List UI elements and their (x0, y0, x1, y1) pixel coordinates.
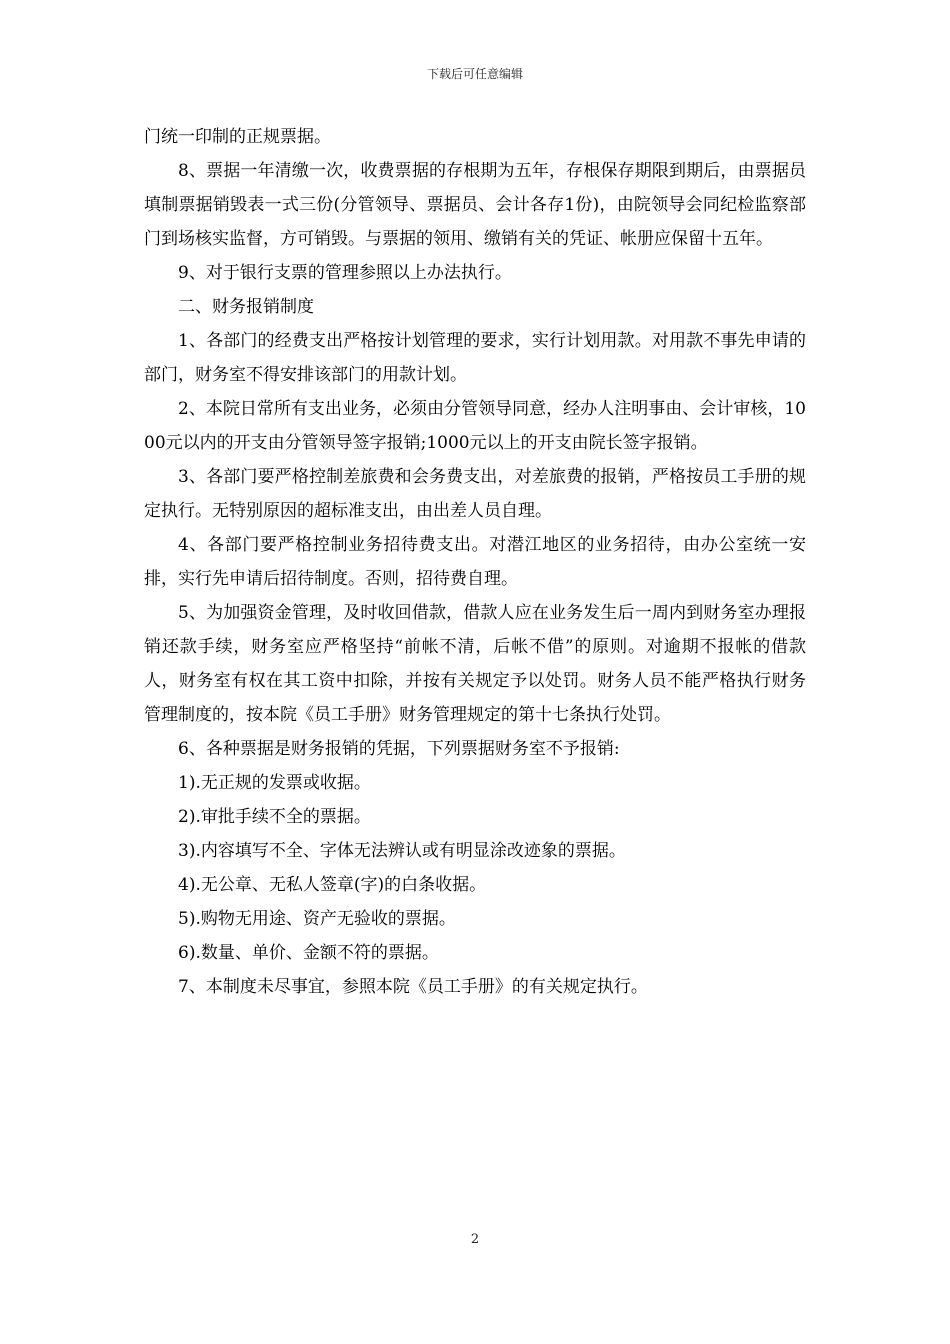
paragraph-17: 7、本制度未尽事宜，参照本院《员工手册》的有关规定执行。 (178, 977, 648, 997)
paragraph-9: 5、为加强资金管理，及时收回借款，借款人应在业务发生后一周内到财务室办理报销还款手续，财务室应严格坚持“前帐不清，后帐不借”的原则。对逾期不报帐的借款人，财务室有权在其工资中扣除，并按有关规定予以处罚。财务人员不能严格执行财务管理制度的，按本院《员工手册》财务管理规定的第十七条执行处罚。 (144, 603, 806, 725)
list-item-6: 6).数量、单价、金额不符的票据。 (178, 943, 439, 963)
paragraph-10: 6、各种票据是财务报销的凭据，下列票据财务室不予报销: (178, 739, 620, 759)
paragraph-5: 1、各部门的经费支出严格按计划管理的要求，实行计划用款。对用款不事先申请的部门，财务室不得安排该部门的用款计划。 (144, 331, 806, 385)
page-header: 下载后可任意编辑 (426, 67, 523, 81)
document-body (144, 120, 806, 1004)
paragraph-8: 4、各部门要严格控制业务招待费支出。对潜江地区的业务招待，由办公室统一安排，实行先申请后招待制度。否则，招待费自理。 (144, 535, 806, 589)
paragraph-3: 9、对于银行支票的管理参照以上办法执行。 (178, 263, 512, 283)
list-item-2: 2).审批手续不全的票据。 (178, 807, 371, 827)
paragraph-1: 门统一印制的正规票据。 (144, 127, 331, 147)
list-item-1: 1).无正规的发票或收据。 (178, 773, 371, 793)
list-item-3: 3).内容填写不全、字体无法辨认或有明显涂改迹象的票据。 (178, 841, 626, 861)
list-item-5: 5).购物无用途、资产无验收的票据。 (178, 909, 456, 929)
paragraph-2: 8、票据一年清缴一次，收费票据的存根期为五年，存根保存期限到期后，由票据员填制票据销毁表一式三份(分管领导、票据员、会计各存1份)，由院领导会同纪检监察部门到场核实监督，方可销毁。与票据的领用、缴销有关的凭证、帐册应保留十五年。 (144, 161, 806, 249)
list-item-4: 4).无公章、无私人签章(字)的白条收据。 (178, 875, 487, 895)
paragraph-6: 2、本院日常所有支出业务，必须由分管领导同意，经办人注明事由、会计审核，1000元以内的开支由分管领导签字报销;1000元以上的开支由院长签字报销。 (144, 399, 806, 453)
paragraph-7: 3、各部门要严格控制差旅费和会务费支出，对差旅费的报销，严格按员工手册的规定执行。无特别原因的超标准支出，由出差人员自理。 (144, 467, 806, 521)
section-heading: 二、财务报销制度 (178, 297, 314, 317)
page-number: 2 (470, 1232, 480, 1247)
